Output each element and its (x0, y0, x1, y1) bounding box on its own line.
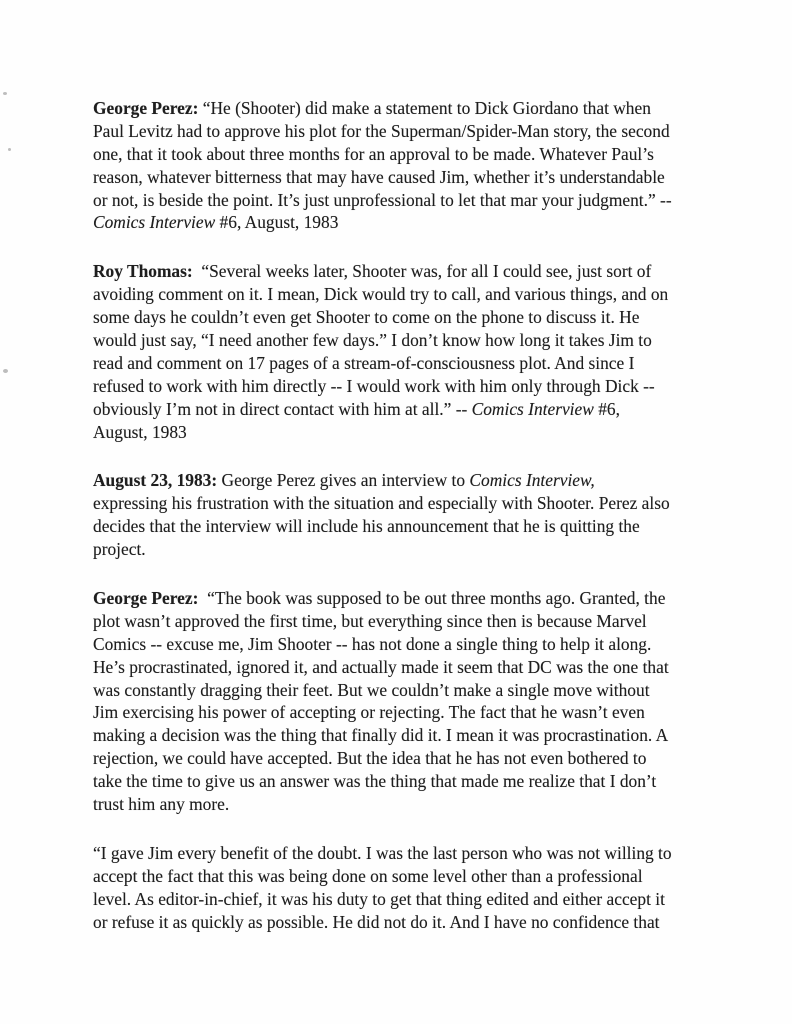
text-run: rejection, we could have accepted. But the idea that he has not even bothered to (93, 748, 647, 769)
speaker-label: August 23, 1983: (93, 470, 218, 491)
paragraph (93, 260, 753, 443)
text-line (93, 189, 753, 212)
text-line (93, 97, 753, 120)
text-run: level. As editor-in-chief, it was his duty to get that thing edited and either accept it (93, 888, 665, 909)
text-line (93, 211, 753, 234)
text-run: “The book was supposed to be out three months ago. Granted, the (198, 588, 666, 609)
text-line (93, 375, 753, 398)
text-line (93, 329, 753, 352)
text-run: #6, August, 1983 (215, 212, 339, 233)
document-body (93, 97, 753, 934)
text-run: Comics -- excuse me, Jim Shooter -- has not done a single thing to help it along. (93, 633, 652, 654)
text-line (93, 793, 753, 816)
text-run: #6, (593, 398, 620, 419)
scan-artifact (3, 369, 8, 373)
text-run: or refuse it as quickly as possible. He did not do it. And I have no confidence that (93, 911, 660, 932)
text-line (93, 724, 753, 747)
text-line (93, 492, 753, 515)
scan-artifact (3, 92, 7, 95)
text-run: accept the fact that this was being done on some level other than a professional (93, 865, 643, 886)
text-run: making a decision was the thing that finally did it. I mean it was procrastination. A (93, 725, 669, 746)
text-run: Jim exercising his power of accepting or rejecting. The fact that he wasn’t even (93, 702, 645, 723)
publication-title: Comics Interview (93, 212, 216, 233)
text-line (93, 701, 753, 724)
text-run: would just say, “I need another few days.” I don’t know how long it takes Jim to (93, 330, 652, 351)
paragraph (93, 587, 753, 816)
text-line (93, 865, 753, 888)
text-line (93, 679, 753, 702)
text-line (93, 911, 753, 934)
text-run: read and comment on 17 pages of a stream-of-consciousness plot. And since I (93, 352, 635, 373)
text-run: some days he couldn’t even get Shooter to come on the phone to discuss it. He (93, 307, 640, 328)
text-run: “He (Shooter) did make a statement to Dick Giordano that when (198, 98, 651, 118)
text-run: August, 1983 (93, 421, 187, 442)
text-run: reason, whatever bitterness that may have caused Jim, whether it’s understandable (93, 166, 665, 187)
speaker-label: George Perez: (93, 588, 199, 609)
text-line (93, 120, 753, 143)
text-line (93, 352, 753, 375)
paragraph (93, 469, 753, 561)
text-line (93, 587, 753, 610)
text-line (93, 283, 753, 306)
paragraph (93, 97, 753, 234)
text-line (93, 398, 753, 421)
text-run: one, that it took about three months for an approval to be made. Whatever Paul’s (93, 143, 654, 164)
text-run: project. (93, 539, 146, 560)
text-run: “Several weeks later, Shooter was, for all I could see, just sort of (192, 261, 652, 282)
text-line (93, 842, 753, 865)
text-run: “I gave Jim every benefit of the doubt. I was the last person who was not willing to (93, 842, 672, 863)
text-run: He’s procrastinated, ignored it, and actually made it seem that DC was the one that (93, 656, 669, 677)
text-run: expressing his frustration with the situation and especially with Shooter. Perez also (93, 493, 670, 514)
text-run: was constantly dragging their feet. But we couldn’t make a single move without (93, 679, 650, 700)
publication-title: Comics Interview, (469, 470, 595, 491)
text-line (93, 166, 753, 189)
text-run: Paul Levitz had to approve his plot for the Superman/Spider-Man story, the second (93, 120, 670, 141)
text-run: plot wasn’t approved the first time, but everything since then is because Marvel (93, 610, 647, 631)
text-run: decides that the interview will include his announcement that he is quitting the (93, 516, 640, 537)
text-line (93, 143, 753, 166)
paragraph (93, 842, 753, 934)
text-line (93, 260, 753, 283)
publication-title: Comics Interview (471, 398, 594, 419)
text-line (93, 515, 753, 538)
text-run: avoiding comment on it. I mean, Dick would try to call, and various things, and on (93, 284, 669, 305)
text-run: George Perez gives an interview to (217, 470, 470, 491)
text-run: take the time to give us an answer was the thing that made me realize that I don’t (93, 771, 657, 792)
text-line (93, 421, 753, 444)
scan-artifact (8, 148, 11, 151)
text-run: obviously I’m not in direct contact with him at all.” -- (93, 398, 472, 419)
text-line (93, 656, 753, 679)
text-run: trust him any more. (93, 794, 230, 815)
text-run: refused to work with him directly -- I would work with him only through Dick -- (93, 375, 655, 396)
text-line (93, 888, 753, 911)
text-line (93, 770, 753, 793)
text-line (93, 469, 753, 492)
text-line (93, 633, 753, 656)
text-line (93, 306, 753, 329)
speaker-label: George Perez: (93, 98, 199, 118)
text-line (93, 538, 753, 561)
text-line (93, 610, 753, 633)
text-run: or not, is beside the point. It’s just unprofessional to let that mar your judgment.” -- (93, 189, 672, 210)
speaker-label: Roy Thomas: (93, 261, 193, 282)
text-line (93, 747, 753, 770)
